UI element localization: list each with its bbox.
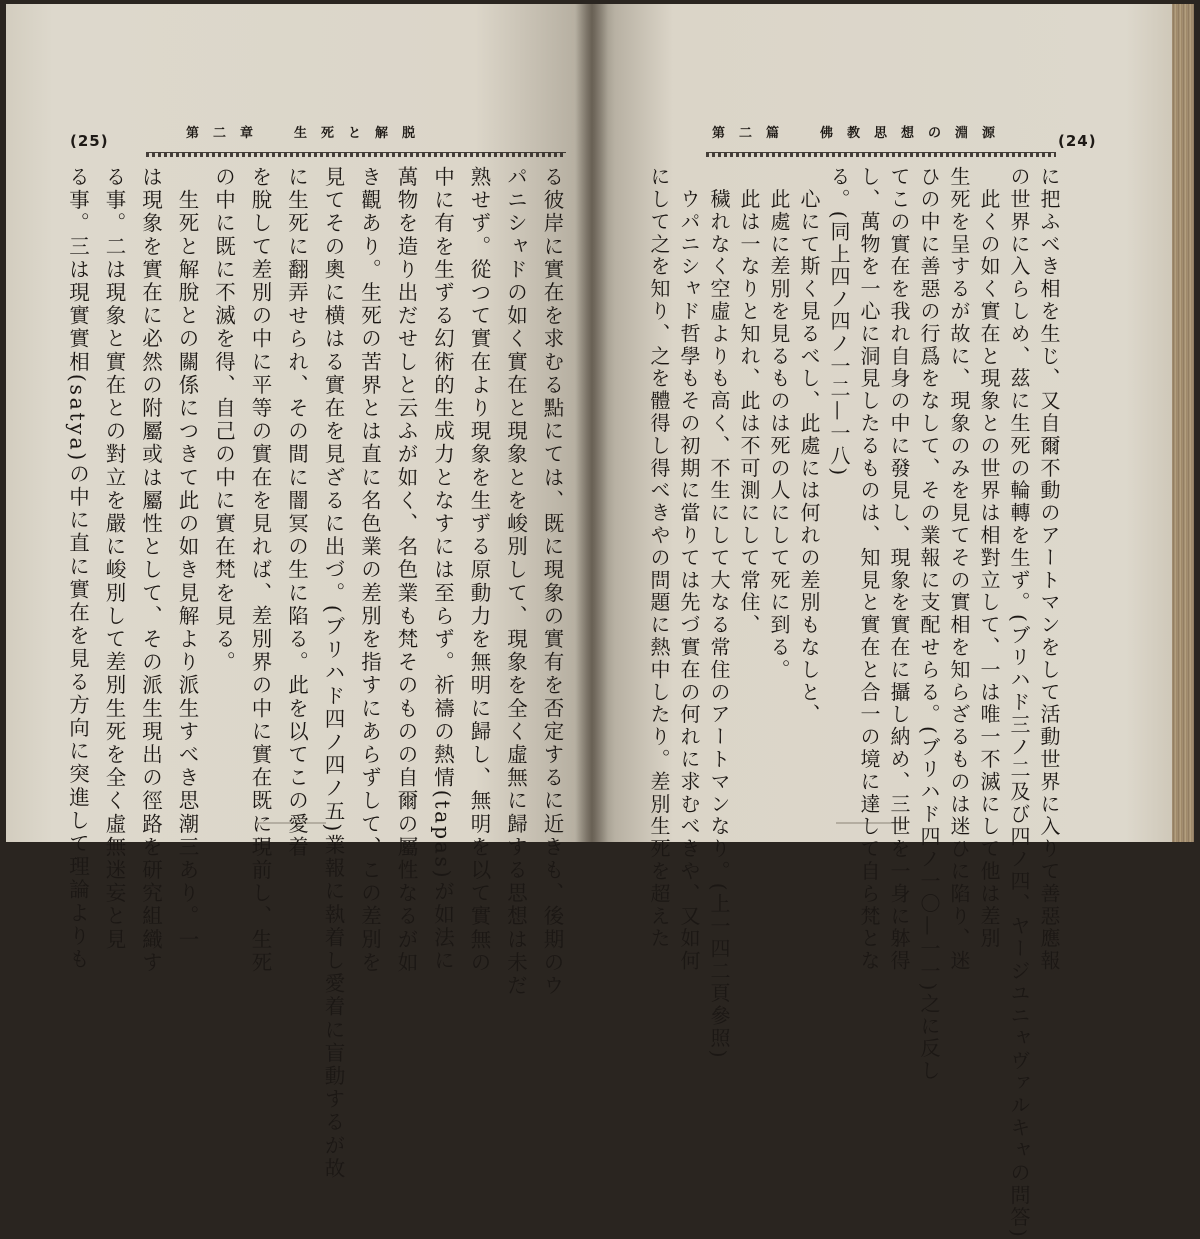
page-stain bbox=[256, 822, 326, 824]
text-column: 生死と解脫との關係につきて此の如き見解より派生すべき思潮三あり。一 bbox=[175, 166, 199, 952]
text-column: は現象を實在に必然の附屬或は屬性として、その派生現出の徑路を研究組織す bbox=[138, 166, 163, 975]
text-column: 熟せず。從つて實在より現象を生ずる原動力を無明に歸し、無明を以て實無の bbox=[467, 166, 491, 975]
text-column: る。(同上四ノ四ノ一二—一八) bbox=[827, 166, 851, 478]
right-page-body bbox=[646, 166, 1064, 1239]
left-running-head: 第二章 生死と解脱 bbox=[186, 126, 430, 141]
text-column: 穢れなく空虛よりも高く、不生にして大なる常住のアートマンなり。(上一四二頁參照) bbox=[707, 166, 731, 1061]
text-column: し、萬物を一心に洞見したるものは、知見と實在と合一の境に達して自ら梵とな bbox=[857, 166, 881, 973]
text-column: の世界に入らしめ、茲に生死の輪轉を生ず。(ブリハド三ノ二及び四ノ四、ヤージユニャヴァルキャの問答) bbox=[1007, 166, 1031, 1239]
text-column: に把ふべき相を生じ、又自爾不動のアートマンをして活動世界に入りて善惡應報 bbox=[1037, 166, 1061, 973]
text-column: る事。二は現象と實在との對立を嚴に峻別して差別生死を全く虛無迷妄と見 bbox=[102, 166, 126, 952]
text-column: 萬物を造り出だせしと云ふが如く、名色業も梵そのものの自爾の屬性なるが如 bbox=[394, 166, 418, 975]
text-column: ウパニシャド哲學もその初期に當りては先づ實在の何れに求むべきや、又如何 bbox=[677, 166, 701, 973]
text-column: 見てその奧に横はる實在を見ざるに出づ。(ブリハド四ノ四ノ五)業報に執着し愛着に盲動するが故 bbox=[321, 166, 345, 1181]
text-column: 此は一なりと知れ、此は不可測にして常住、 bbox=[737, 166, 761, 637]
left-header-rule bbox=[146, 152, 566, 157]
page-stain bbox=[836, 822, 906, 824]
book-spread bbox=[6, 4, 1194, 1239]
text-column: き觀あり。生死の苦界とは直に名色業の差別を指すにあらずして、この差別を bbox=[357, 166, 382, 975]
text-column: 此くの如く實在と現象との世界は相對立して、一は唯一不滅にして他は差別 bbox=[977, 166, 1001, 950]
text-column: 生死を呈するが故に、現象のみを見てその實相を知らざるものは迷ひに陷り、迷 bbox=[947, 166, 971, 973]
text-column: に生死に翻弄せられ、その間に闇冥の生に陷る。此を以てこの愛着 bbox=[284, 166, 309, 859]
book-gutter bbox=[576, 4, 608, 842]
text-column: る事。三は現實實相(satya)の中に直に實在を見る方向に突進して理論よりも bbox=[65, 166, 90, 972]
text-column: にして之を知り、之を體得し得べきやの問題に熱中したり。差別生死を超えた bbox=[647, 166, 671, 950]
text-column: 中に有を生ずる幻術的生成力となすには至らず。祈禱の熱情(tapas)が如法に bbox=[430, 166, 455, 973]
page-edges bbox=[1172, 4, 1194, 842]
right-page-number: (24) bbox=[1058, 132, 1097, 150]
left-page-body bbox=[65, 166, 570, 1181]
text-column: の中に既に不滅を得、自己の中に實在梵を見る。 bbox=[211, 166, 236, 675]
text-column: てこの實在を我れ自身の中に發見し、現象を實在に攝し納め、三世を一身に躰得 bbox=[887, 166, 911, 973]
text-column: ひの中に善惡の行爲をなして、その業報に支配せらる。(ブリハド四ノ一〇—一一)之に反し bbox=[917, 166, 941, 1083]
right-running-head: 第二篇 佛教思想の淵源 bbox=[712, 126, 1010, 141]
left-page-number: (25) bbox=[70, 132, 109, 150]
right-header-rule bbox=[706, 152, 1056, 157]
text-column: を脫して差別の中に平等の實在を見れば、差別界の中に實在既に現前し、生死 bbox=[248, 166, 272, 975]
text-column: 心にて斯く見るべし、此處には何れの差別もなしと、 bbox=[797, 166, 821, 726]
text-column: 此處に差別を見るものは死の人にして死に到る。 bbox=[767, 166, 791, 682]
text-column: パニシャドの如く實在と現象とを峻別して、現象を全く虛無に歸する思想は未だ bbox=[503, 166, 528, 998]
text-column: る彼岸に實在を求むる點にては、既に現象の實有を否定するに近きも、後期のウ bbox=[540, 166, 564, 998]
